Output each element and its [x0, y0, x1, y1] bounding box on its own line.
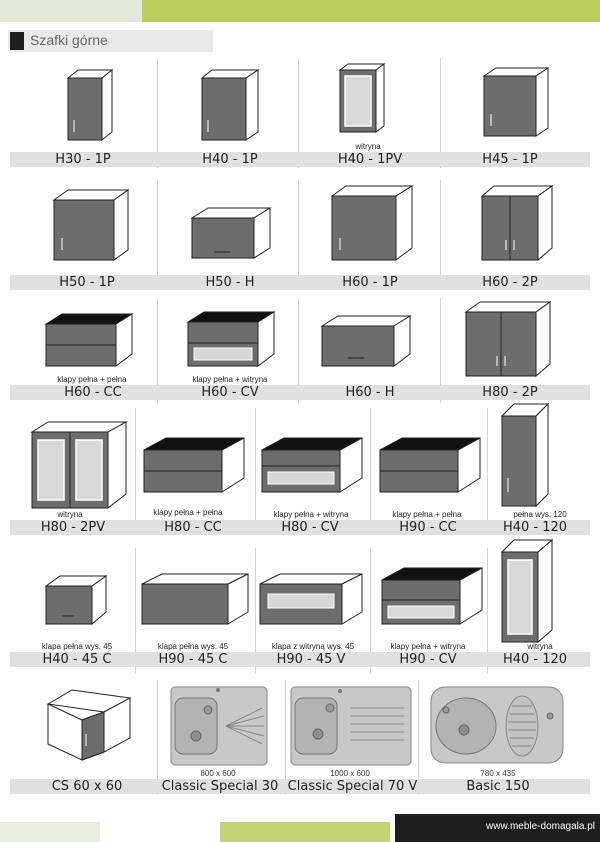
section-header	[8, 30, 213, 52]
sink-classic-special-70v	[290, 686, 412, 766]
cabinet-h40-1p	[200, 68, 260, 146]
product-name: H60 - 2P	[482, 275, 538, 290]
cabinet-h30-1p	[66, 68, 116, 146]
cabinet-cs-60x60	[46, 688, 132, 762]
cabinet-h80-2p	[464, 300, 552, 380]
product-name: H45 - 1P	[482, 152, 538, 167]
product-dimensions: 780 x 435	[480, 769, 516, 778]
product-name: H60 - CC	[64, 385, 122, 400]
cabinet-h40-120	[500, 402, 550, 508]
cabinet-h40-45c	[44, 574, 108, 628]
product-name: H60 - H	[345, 385, 395, 400]
cabinet-h90-cv	[380, 566, 484, 626]
product-name: H90 - 45 V	[276, 652, 346, 667]
section-title: Szafki górne	[30, 32, 108, 48]
product-variant: klapa pełna wys. 45	[157, 642, 229, 651]
product-variant: klapy pełna + pełna	[153, 508, 223, 517]
product-name: H90 - CC	[399, 520, 457, 535]
product-name: H80 - CC	[164, 520, 222, 535]
product-variant: pełna wys. 120	[513, 510, 567, 519]
product-name: H60 - 1P	[342, 275, 398, 290]
product-variant: klapy pełna + witryna	[390, 642, 466, 651]
product-name: H40 - 120	[502, 520, 568, 535]
product-variant: klapy pełna + pełna	[392, 510, 462, 519]
cabinet-h60-2p	[480, 184, 554, 264]
product-name: H40 - 1P	[202, 152, 258, 167]
product-name: H80 - CV	[281, 520, 339, 535]
cabinet-h40-1pv	[338, 62, 388, 140]
product-variant: klapa z witryną wys. 45	[271, 642, 355, 651]
product-name: H30 - 1P	[55, 152, 111, 167]
cabinet-h40-120-witryna	[500, 538, 554, 644]
product-variant: klapy pełna + witryna	[273, 510, 349, 519]
cabinet-h80-2pv	[30, 420, 128, 512]
cabinet-h50-h	[190, 206, 272, 262]
sink-basic-150	[430, 686, 564, 764]
product-name: H40 - 45 C	[42, 652, 112, 667]
cabinet-h60-cc	[44, 312, 134, 370]
cabinet-h90-45c	[140, 572, 250, 628]
product-name: H50 - 1P	[59, 275, 115, 290]
cabinet-h45-1p	[482, 66, 552, 144]
product-name: Classic Special 70 V	[287, 779, 418, 794]
product-dimensions: 800 x 600	[200, 769, 236, 778]
product-name: Classic Special 30	[161, 779, 279, 794]
footer-website-link[interactable]: www.meble-domagala.pl	[486, 821, 595, 832]
product-variant: klapa pełna wys. 45	[41, 642, 113, 651]
product-name: H40 - 1PV	[337, 152, 403, 167]
product-dimensions: 1000 x 600	[330, 769, 370, 778]
cabinet-h80-cc	[142, 436, 246, 494]
top-accent-bar	[0, 0, 600, 22]
product-variant: klapy pełna + pełna	[57, 375, 127, 384]
cabinet-h60-1p	[330, 184, 414, 264]
product-name: H60 - CV	[201, 385, 259, 400]
product-variant: witryna	[527, 642, 553, 651]
cabinet-h90-45v	[258, 572, 364, 628]
cabinet-h90-cc	[378, 436, 482, 494]
cabinet-h80-cv	[260, 436, 364, 494]
product-variant: klapy pełna + witryna	[192, 375, 268, 384]
section-marker	[10, 32, 24, 50]
product-name: H80 - 2PV	[40, 520, 106, 535]
product-name: H80 - 2P	[482, 385, 538, 400]
product-name: H50 - H	[205, 275, 255, 290]
product-variant: witryna	[57, 510, 83, 519]
footer	[0, 814, 600, 842]
product-variant: witryna	[355, 142, 381, 151]
product-name: H90 - CV	[399, 652, 457, 667]
product-name: Basic 150	[466, 779, 530, 794]
product-name: H40 - 120	[502, 652, 568, 667]
cabinet-h50-1p	[52, 188, 132, 264]
cabinet-h60-h	[320, 314, 412, 370]
sink-classic-special-30	[170, 686, 268, 766]
product-name: CS 60 x 60	[51, 779, 123, 794]
product-name: H90 - 45 C	[158, 652, 228, 667]
cabinet-h60-cv	[186, 310, 276, 370]
